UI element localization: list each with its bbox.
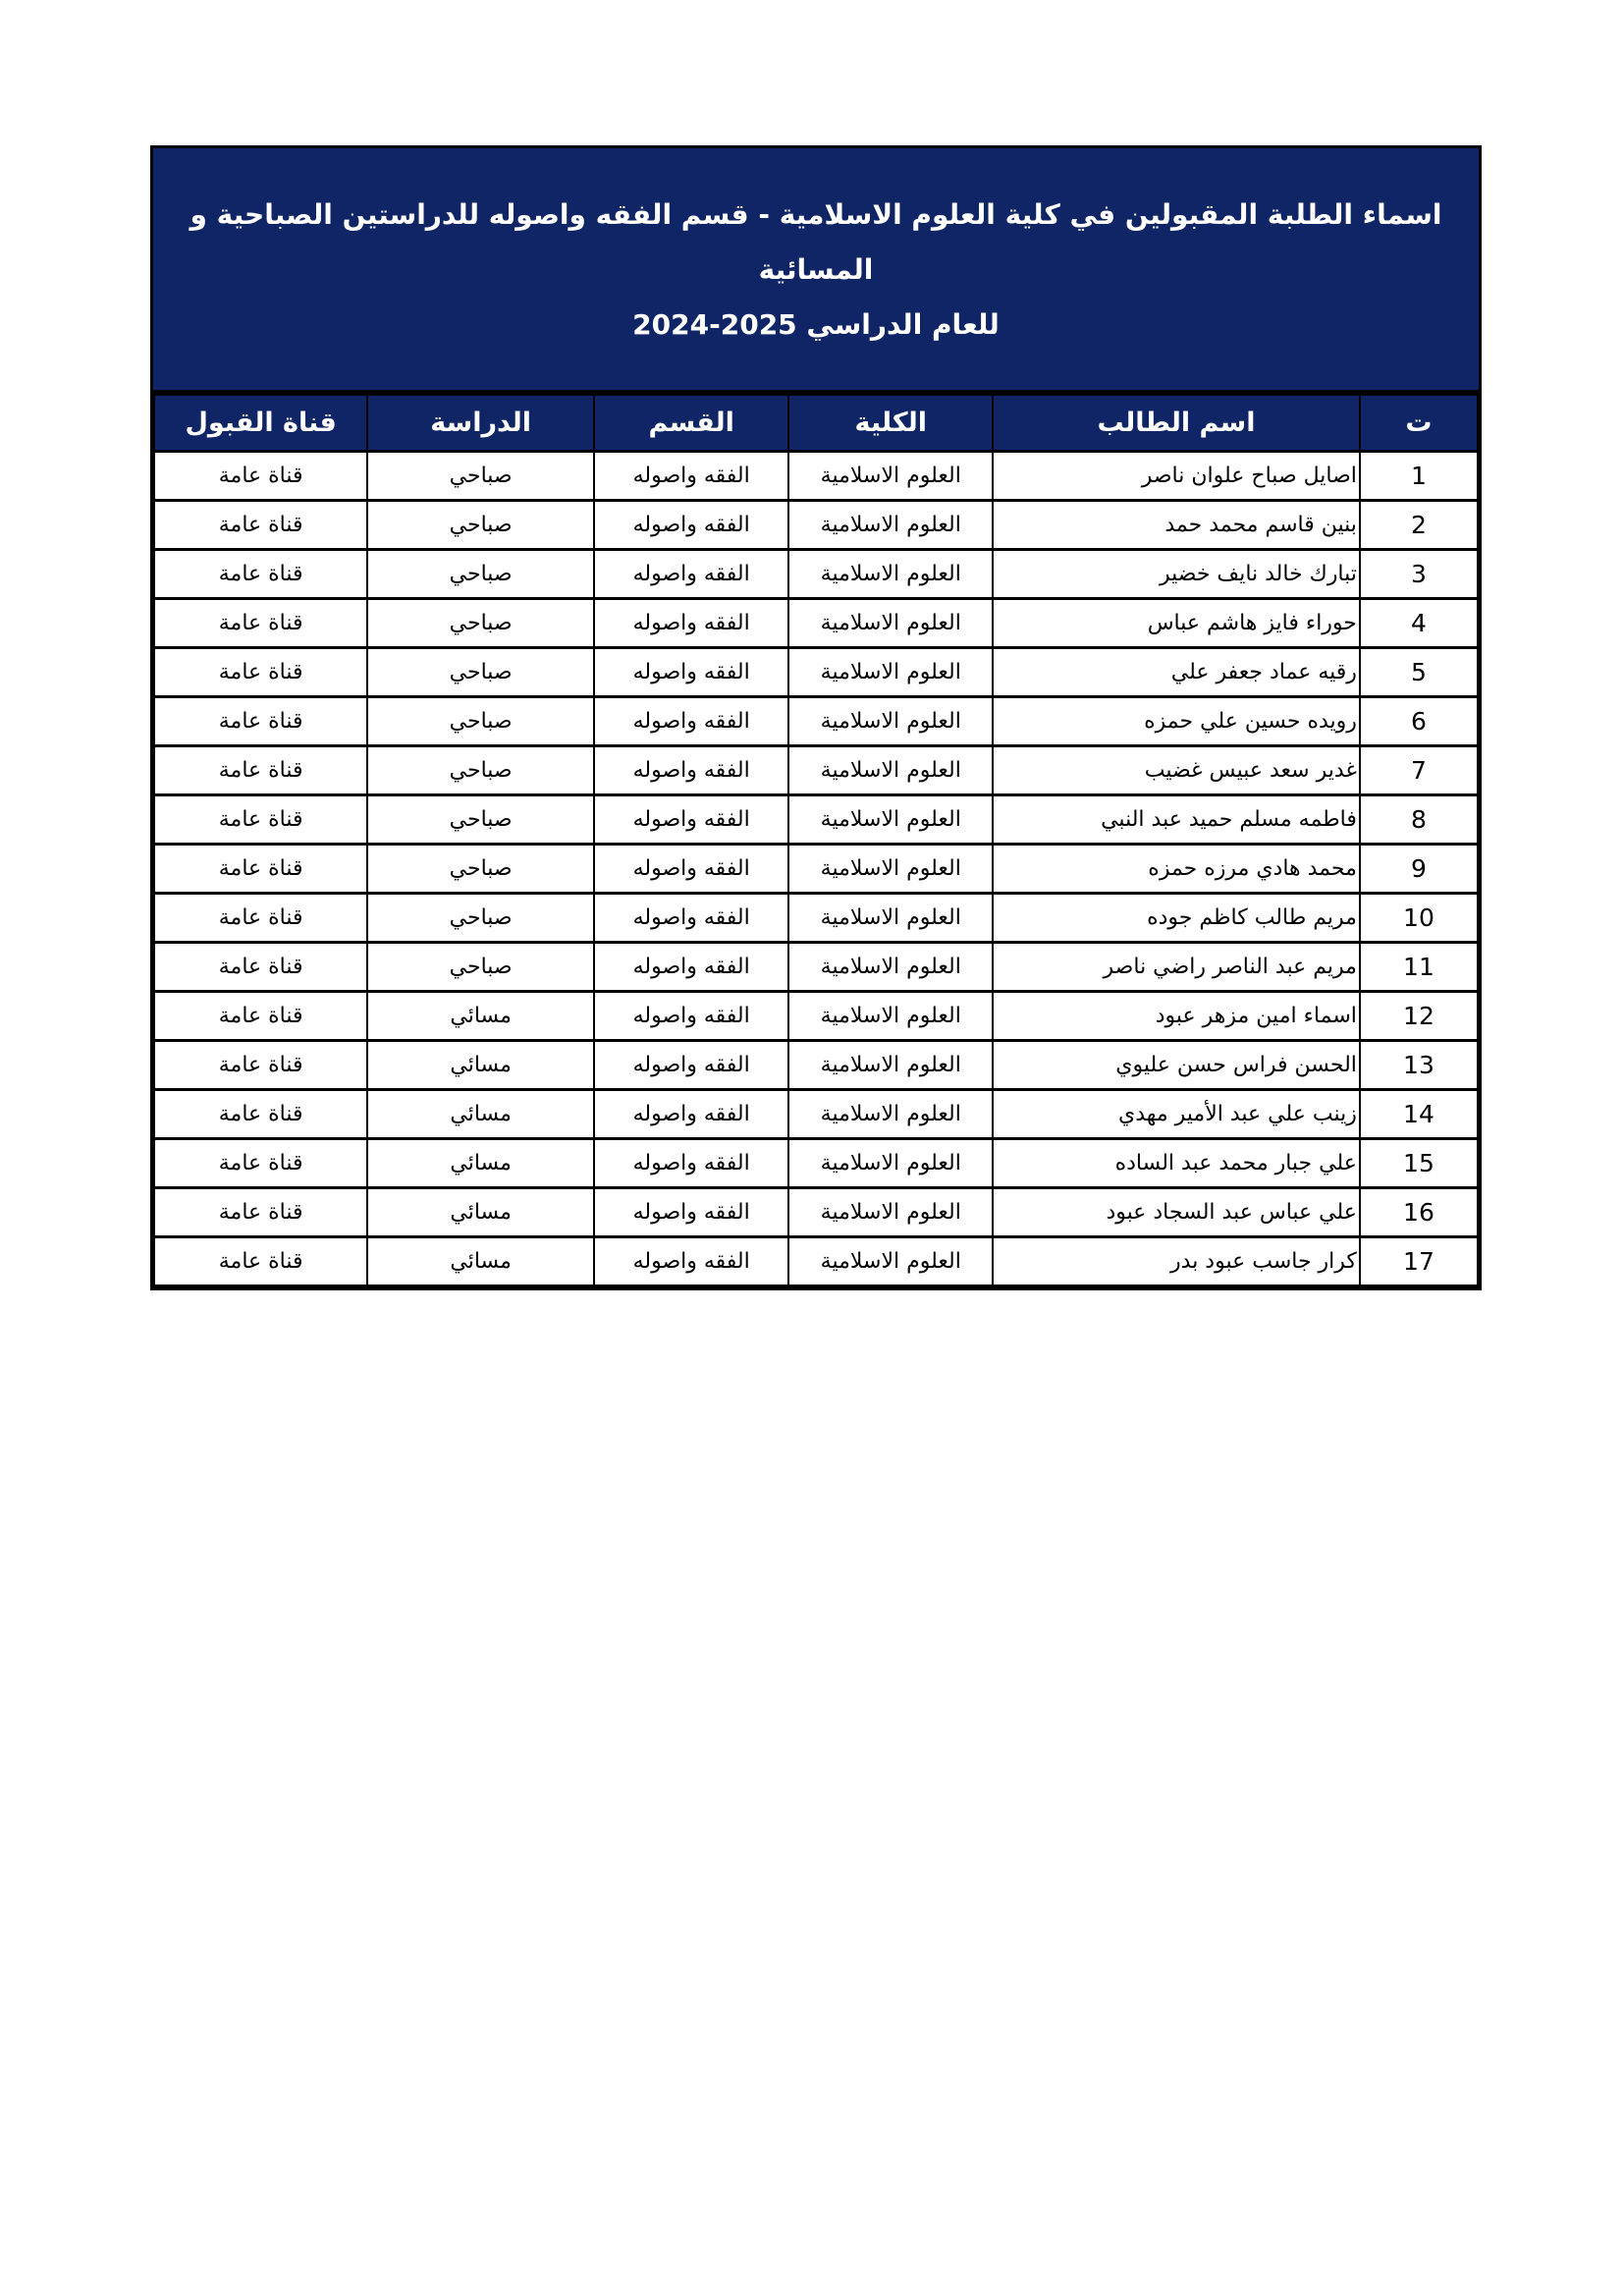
cell-channel: قناة عامة [154,452,367,501]
cell-channel: قناة عامة [154,992,367,1041]
cell-dept: الفقه واصوله [594,1139,788,1188]
table-row [154,795,1478,845]
cell-college: العلوم الاسلامية [788,1090,993,1139]
table-header-row [154,395,1478,452]
cell-no: 8 [1360,795,1478,845]
cell-no: 7 [1360,746,1478,795]
cell-study: مسائي [367,1139,594,1188]
table-row [154,746,1478,795]
cell-study: صباحي [367,648,594,697]
cell-dept: الفقه واصوله [594,1188,788,1237]
cell-no: 9 [1360,845,1478,894]
table-row [154,1139,1478,1188]
cell-college: العلوم الاسلامية [788,1188,993,1237]
cell-no: 11 [1360,943,1478,992]
cell-no: 16 [1360,1188,1478,1237]
table-row [154,943,1478,992]
cell-study: صباحي [367,943,594,992]
cell-channel: قناة عامة [154,648,367,697]
cell-study: صباحي [367,894,594,943]
cell-dept: الفقه واصوله [594,795,788,845]
cell-no: 12 [1360,992,1478,1041]
col-header-study: الدراسة [367,395,594,452]
cell-channel: قناة عامة [154,943,367,992]
cell-college: العلوم الاسلامية [788,1139,993,1188]
admissions-document [150,145,1482,1290]
cell-college: العلوم الاسلامية [788,648,993,697]
cell-channel: قناة عامة [154,1041,367,1090]
table-row [154,1237,1478,1286]
cell-channel: قناة عامة [154,746,367,795]
cell-name: اصايل صباح علوان ناصر [993,452,1360,501]
cell-channel: قناة عامة [154,599,367,648]
cell-no: 14 [1360,1090,1478,1139]
cell-study: صباحي [367,795,594,845]
cell-dept: الفقه واصوله [594,599,788,648]
cell-study: مسائي [367,1090,594,1139]
cell-college: العلوم الاسلامية [788,1041,993,1090]
cell-name: رقيه عماد جعفر علي [993,648,1360,697]
cell-name: حوراء فايز هاشم عباس [993,599,1360,648]
cell-no: 4 [1360,599,1478,648]
cell-name: تبارك خالد نايف خضير [993,550,1360,599]
cell-study: صباحي [367,697,594,746]
table-row [154,992,1478,1041]
cell-study: صباحي [367,845,594,894]
cell-no: 1 [1360,452,1478,501]
table-row [154,894,1478,943]
col-header-college: الكلية [788,395,993,452]
title-line-1: اسماء الطلبة المقبولين في كلية العلوم الاسلامية - قسم الفقه واصوله للدراستين الصباحية و المسائية [189,198,1442,286]
cell-name: محمد هادي مرزه حمزه [993,845,1360,894]
cell-study: صباحي [367,746,594,795]
cell-dept: الفقه واصوله [594,992,788,1041]
cell-name: رويده حسين علي حمزه [993,697,1360,746]
cell-channel: قناة عامة [154,1090,367,1139]
cell-college: العلوم الاسلامية [788,992,993,1041]
cell-dept: الفقه واصوله [594,845,788,894]
cell-college: العلوم الاسلامية [788,845,993,894]
cell-no: 5 [1360,648,1478,697]
cell-college: العلوم الاسلامية [788,746,993,795]
cell-college: العلوم الاسلامية [788,697,993,746]
cell-no: 13 [1360,1041,1478,1090]
cell-no: 2 [1360,501,1478,550]
cell-college: العلوم الاسلامية [788,795,993,845]
cell-channel: قناة عامة [154,697,367,746]
cell-dept: الفقه واصوله [594,648,788,697]
cell-no: 17 [1360,1237,1478,1286]
cell-no: 3 [1360,550,1478,599]
cell-college: العلوم الاسلامية [788,550,993,599]
cell-name: غدير سعد عبيس غضيب [993,746,1360,795]
cell-name: علي جبار محمد عبد الساده [993,1139,1360,1188]
cell-name: الحسن فراس حسن عليوي [993,1041,1360,1090]
cell-dept: الفقه واصوله [594,501,788,550]
cell-study: مسائي [367,1041,594,1090]
cell-dept: الفقه واصوله [594,1090,788,1139]
table-body [154,452,1478,1286]
col-header-index: ت [1360,395,1478,452]
table-row [154,599,1478,648]
table-row [154,648,1478,697]
cell-name: كرار جاسب عبود بدر [993,1237,1360,1286]
cell-study: مسائي [367,1188,594,1237]
cell-dept: الفقه واصوله [594,943,788,992]
cell-study: صباحي [367,452,594,501]
cell-name: بنين قاسم محمد حمد [993,501,1360,550]
cell-no: 15 [1360,1139,1478,1188]
col-header-dept: القسم [594,395,788,452]
table-row [154,845,1478,894]
cell-dept: الفقه واصوله [594,697,788,746]
cell-dept: الفقه واصوله [594,894,788,943]
cell-name: مريم طالب كاظم جوده [993,894,1360,943]
table-row [154,697,1478,746]
cell-dept: الفقه واصوله [594,746,788,795]
cell-name: زينب علي عبد الأمير مهدي [993,1090,1360,1139]
cell-dept: الفقه واصوله [594,550,788,599]
cell-name: مريم عبد الناصر راضي ناصر [993,943,1360,992]
cell-name: علي عباس عبد السجاد عبود [993,1188,1360,1237]
cell-channel: قناة عامة [154,1139,367,1188]
cell-name: اسماء امين مزهر عبود [993,992,1360,1041]
cell-channel: قناة عامة [154,845,367,894]
cell-channel: قناة عامة [154,1188,367,1237]
table-row [154,1041,1478,1090]
cell-college: العلوم الاسلامية [788,894,993,943]
cell-channel: قناة عامة [154,894,367,943]
table-row [154,1090,1478,1139]
cell-college: العلوم الاسلامية [788,501,993,550]
cell-dept: الفقه واصوله [594,1041,788,1090]
cell-name: فاطمه مسلم حميد عبد النبي [993,795,1360,845]
cell-no: 6 [1360,697,1478,746]
cell-study: مسائي [367,992,594,1041]
cell-study: صباحي [367,550,594,599]
cell-dept: الفقه واصوله [594,1237,788,1286]
cell-no: 10 [1360,894,1478,943]
cell-channel: قناة عامة [154,795,367,845]
table-row [154,1188,1478,1237]
cell-study: مسائي [367,1237,594,1286]
cell-dept: الفقه واصوله [594,452,788,501]
cell-college: العلوم الاسلامية [788,452,993,501]
title-line-2: للعام الدراسي 2025-2024 [632,308,1000,341]
cell-study: صباحي [367,501,594,550]
col-header-name: اسم الطالب [993,395,1360,452]
document-title-block [153,148,1479,393]
table-row [154,501,1478,550]
table-row [154,550,1478,599]
students-table [153,393,1479,1287]
cell-study: صباحي [367,599,594,648]
table-row [154,452,1478,501]
cell-channel: قناة عامة [154,501,367,550]
cell-college: العلوم الاسلامية [788,599,993,648]
col-header-channel: قناة القبول [154,395,367,452]
cell-channel: قناة عامة [154,1237,367,1286]
cell-channel: قناة عامة [154,550,367,599]
cell-college: العلوم الاسلامية [788,1237,993,1286]
cell-college: العلوم الاسلامية [788,943,993,992]
